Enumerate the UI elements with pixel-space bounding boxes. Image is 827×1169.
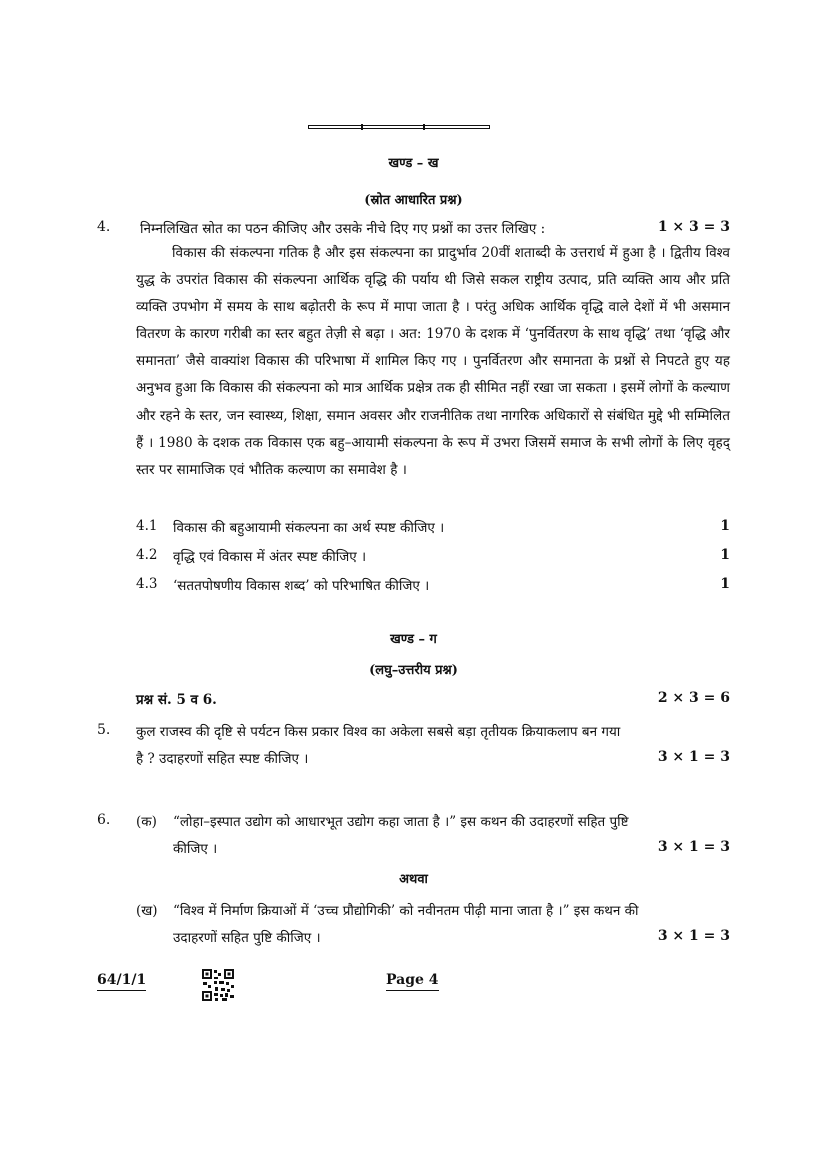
q6-a-marks: 3 × 1 = 3 [657, 839, 730, 855]
q4-3-marks: 1 [720, 576, 730, 592]
q4-1-number: 4.1 [136, 518, 158, 534]
paper-code: 64/1/1 [97, 972, 146, 991]
section-b-title: खण्ड – ख [388, 156, 439, 171]
q6-a-label: (क) [136, 814, 157, 830]
section-c-marks: 2 × 3 = 6 [657, 690, 730, 706]
q4-2-text: वृद्धि एवं विकास में अंतर स्पष्ट कीजिए । [173, 549, 367, 565]
page-number: Page 4 [386, 972, 439, 991]
q4-marks: 1 × 3 = 3 [657, 219, 730, 235]
section-c-title: खण्ड – ग [390, 632, 437, 647]
q4-2-marks: 1 [720, 547, 730, 563]
section-c-instruction: प्रश्न सं. 5 व 6. [136, 692, 217, 708]
section-divider-bar [308, 125, 490, 129]
q4-number: 4. [97, 219, 111, 235]
section-c-subtitle: (लघु–उत्तरीय प्रश्न) [369, 663, 458, 678]
q6-b-line1: “विश्व में निर्माण क्रियाओं में ‘उच्च प्रौद्योगिकी’ को नवीनतम पीढ़ी माना जाता है ।” इस कथन की [173, 903, 639, 919]
q5-number: 5. [97, 722, 111, 738]
q4-passage-text: विकास की संकल्पना गतिक है और इस संकल्पना का प्रादुर्भाव 20वीं शताब्दी के उत्तरार्ध में हुआ है । द्वितीय विश्व युद्ध के उपरांत विकास की संकल्पना आर्थिक वृद्धि की पर्याय थी जिसे सकल राष्ट्रीय उत्पाद, प्रति व्यक्ति आय और प्रति व्यक्ति उपभोग में समय के साथ बढ़ोतरी के रूप में मापा जाता है । परंतु अधिक आर्थिक वृद्धि वाले देशों में भी असमान वितरण के कारण गरीबी का स्तर बहुत तेज़ी से बढ़ा । अत: 1970 के दशक में ‘पुनर्वितरण के साथ वृद्धि’ तथा ‘वृद्धि और समानता’ जैसे वाक्यांश विकास की परिभाषा में शामिल किए गए । पुनर्वितरण और समानता के प्रश्नों से निपटते हुए यह अनुभव हुआ कि विकास की संकल्पना को मात्र आर्थिक प्रक्षेत्र तक ही सीमित नहीं रखा जा सकता । इसमें लोगों के कल्याण और रहने के स्तर, जन स्वास्थ्य, शिक्षा, समान अवसर और राजनीतिक तथा नागरिक अधिकारों से संबंधित मुद्दे भी सम्मिलित हैं । 1980 के दशक तक विकास एक बहु–आयामी संकल्पना के रूप में उभरा जिसमें समाज के सभी लोगों के लिए वृहद् स्तर पर सामाजिक एवं भौतिक कल्याण का समावेश है । [136, 245, 730, 478]
q4-3-number: 4.3 [136, 576, 158, 592]
q4-3-text: ‘सततपोषणीय विकास शब्द’ को परिभाषित कीजिए । [173, 578, 430, 594]
q6-a-line1: “लोहा–इस्पात उद्योग को आधारभूत उद्योग कहा जाता है ।” इस कथन की उदाहरणों सहित पुष्टि [173, 814, 629, 830]
q4-passage [136, 240, 730, 484]
section-b-subtitle: (स्रोत आधारित प्रश्न) [364, 193, 463, 208]
q6-b-line2: उदाहरणों सहित पुष्टि कीजिए । [173, 930, 321, 946]
q4-2-number: 4.2 [136, 547, 158, 563]
q4-instruction: निम्नलिखित स्रोत का पठन कीजिए और उसके नीचे दिए गए प्रश्नों का उत्तर लिखिए : [140, 221, 546, 237]
q6-number: 6. [97, 812, 111, 828]
q6-b-label: (ख) [136, 903, 158, 919]
or-label: अथवा [399, 872, 428, 887]
q6-b-marks: 3 × 1 = 3 [657, 928, 730, 944]
q4-1-marks: 1 [720, 518, 730, 534]
q5-marks: 3 × 1 = 3 [657, 749, 730, 765]
qr-code-icon [201, 968, 235, 1002]
q5-line2: है ? उदाहरणों सहित स्पष्ट कीजिए । [136, 751, 309, 767]
q6-a-line2: कीजिए । [173, 841, 218, 857]
q5-line1: कुल राजस्व की दृष्टि से पर्यटन किस प्रकार विश्व का अकेला सबसे बड़ा तृतीयक क्रियाकलाप बन गया [136, 724, 621, 740]
q4-1-text: विकास की बहुआयामी संकल्पना का अर्थ स्पष्ट कीजिए । [173, 520, 445, 536]
